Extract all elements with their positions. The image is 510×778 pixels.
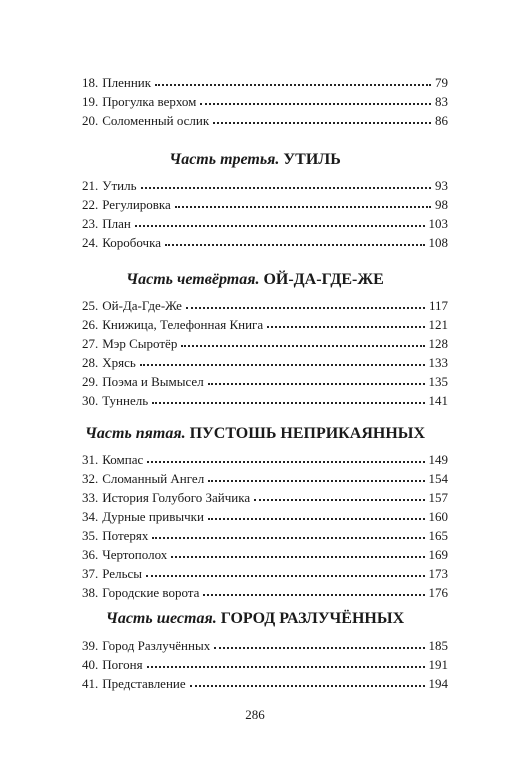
entry-page: 141: [428, 393, 448, 408]
toc-entry: [82, 315, 448, 334]
dot-leader: [208, 480, 424, 482]
toc-entry: [82, 214, 448, 233]
entry-page: 103: [428, 216, 448, 231]
dot-leader: [213, 122, 431, 124]
entry-title: Утиль: [102, 178, 137, 193]
entry-page: 117: [428, 298, 448, 313]
entry-title: Мэр Сыротёр: [102, 336, 178, 351]
entry-number: 28.: [82, 355, 99, 370]
toc-entry: [82, 391, 448, 410]
toc-entry: [82, 469, 448, 488]
toc-entry: [82, 92, 448, 111]
part-heading: [0, 270, 510, 290]
toc-entry: [82, 353, 448, 372]
entry-title: Сломанный Ангел: [102, 471, 205, 486]
toc-entry: [82, 296, 448, 315]
part-label: Часть пятая.: [84, 425, 186, 442]
entry-title: Городские ворота: [102, 585, 200, 600]
entry-title: Хрясь: [102, 355, 136, 370]
entry-number: 20.: [82, 113, 99, 128]
entry-title: План: [102, 216, 131, 231]
toc-entry: [82, 176, 448, 195]
entry-number: 24.: [82, 235, 99, 250]
entry-number: 23.: [82, 216, 99, 231]
entry-page: 133: [428, 355, 448, 370]
part-title: ГОРОД РАЗЛУЧЁННЫХ: [220, 610, 405, 627]
entry-page: 86: [435, 113, 448, 128]
entry-title: Чертополох: [102, 547, 168, 562]
entry-title: Компас: [102, 452, 144, 467]
entry-title: Регулировка: [102, 197, 171, 212]
entry-number: 30.: [82, 393, 99, 408]
entry-title: Книжица, Телефонная Книга: [102, 317, 264, 332]
dot-leader: [208, 383, 425, 385]
entry-page: 98: [435, 197, 448, 212]
entry-number: 18.: [82, 75, 99, 90]
entry-page: 121: [428, 317, 448, 332]
entry-title: Дурные привычки: [102, 509, 204, 524]
toc-continuation-list: [82, 73, 448, 130]
dot-leader: [140, 364, 425, 366]
entry-title: Погоня: [102, 657, 143, 672]
entry-title: Рельсы: [102, 566, 142, 581]
dot-leader: [254, 499, 424, 501]
dot-leader: [186, 307, 425, 309]
entry-title: Туннель: [102, 393, 149, 408]
entry-page: 165: [428, 528, 448, 543]
toc-entry: [82, 674, 448, 693]
entry-page: 157: [428, 490, 448, 505]
entry-number: 36.: [82, 547, 99, 562]
part-title: ОЙ-ДА-ГДЕ-ЖЕ: [263, 271, 384, 288]
toc-entry: [82, 372, 448, 391]
entry-number: 26.: [82, 317, 99, 332]
entry-number: 21.: [82, 178, 99, 193]
dot-leader: [175, 206, 431, 208]
entry-number: 29.: [82, 374, 99, 389]
part-title: УТИЛЬ: [283, 151, 341, 168]
entry-number: 39.: [82, 638, 99, 653]
toc-entry: [82, 233, 448, 252]
part-label: Часть четвёртая.: [126, 271, 260, 288]
part-label: Часть третья.: [169, 151, 280, 168]
entry-title: Пленник: [102, 75, 152, 90]
toc-entry: [82, 507, 448, 526]
entry-page: 128: [428, 336, 448, 351]
entry-number: 34.: [82, 509, 99, 524]
entry-title: Ой-Да-Где-Же: [102, 298, 182, 313]
dot-leader: [200, 103, 431, 105]
dot-leader: [152, 402, 424, 404]
toc-entry: [82, 488, 448, 507]
entry-title: Соломенный ослик: [102, 113, 210, 128]
entry-page: 93: [435, 178, 448, 193]
part-title: ПУСТОШЬ НЕПРИКАЯННЫХ: [189, 425, 426, 442]
entry-number: 37.: [82, 566, 99, 581]
toc-entry: [82, 334, 448, 353]
entry-number: 38.: [82, 585, 99, 600]
entry-number: 31.: [82, 452, 99, 467]
entry-title: Прогулка верхом: [102, 94, 197, 109]
entry-page: 154: [428, 471, 448, 486]
entry-title: История Голубого Зайчика: [102, 490, 251, 505]
toc-entry: [82, 526, 448, 545]
dot-leader: [190, 685, 425, 687]
entry-number: 35.: [82, 528, 99, 543]
toc-entry: [82, 111, 448, 130]
dot-leader: [203, 594, 424, 596]
entry-page: 83: [435, 94, 448, 109]
entry-title: Потерях: [102, 528, 149, 543]
entry-page: 176: [428, 585, 448, 600]
dot-leader: [267, 326, 424, 328]
dot-leader: [141, 187, 431, 189]
entry-title: Город Разлучённых: [102, 638, 211, 653]
dot-leader: [147, 666, 425, 668]
entry-page: 149: [428, 452, 448, 467]
toc-entry-list: [82, 176, 448, 252]
page-number: 286: [245, 707, 265, 722]
entry-number: 40.: [82, 657, 99, 672]
entry-number: 32.: [82, 471, 99, 486]
entry-number: 27.: [82, 336, 99, 351]
dot-leader: [146, 575, 425, 577]
entry-page: 160: [428, 509, 448, 524]
dot-leader: [152, 537, 424, 539]
toc-entry-list: [82, 296, 448, 410]
toc-entry: [82, 73, 448, 92]
entry-page: 135: [428, 374, 448, 389]
dot-leader: [214, 647, 424, 649]
entry-page: 169: [428, 547, 448, 562]
entry-page: 191: [428, 657, 448, 672]
entry-number: 25.: [82, 298, 99, 313]
entry-page: 79: [435, 75, 448, 90]
part-heading: [0, 150, 510, 170]
entry-page: 194: [428, 676, 448, 691]
dot-leader: [208, 518, 425, 520]
dot-leader: [181, 345, 424, 347]
toc-entry-list: [82, 450, 448, 602]
toc-entry: [82, 450, 448, 469]
part-heading: [0, 609, 510, 629]
toc-entry: [82, 564, 448, 583]
toc-entry: [82, 545, 448, 564]
entry-title: Поэма и Вымысел: [102, 374, 204, 389]
part-label: Часть шестая.: [105, 610, 217, 627]
dot-leader: [165, 244, 425, 246]
toc-entry: [82, 655, 448, 674]
dot-leader: [171, 556, 424, 558]
entry-title: Представление: [102, 676, 186, 691]
entry-number: 22.: [82, 197, 99, 212]
entry-number: 19.: [82, 94, 99, 109]
dot-leader: [155, 84, 431, 86]
entry-page: 173: [428, 566, 448, 581]
entry-number: 41.: [82, 676, 99, 691]
entry-number: 33.: [82, 490, 99, 505]
entry-page: 108: [428, 235, 448, 250]
dot-leader: [147, 461, 424, 463]
dot-leader: [135, 225, 425, 227]
toc-entry: [82, 583, 448, 602]
toc-entry-list: [82, 636, 448, 693]
toc-entry: [82, 195, 448, 214]
entry-page: 185: [428, 638, 448, 653]
part-heading: [0, 424, 510, 444]
entry-title: Коробочка: [102, 235, 161, 250]
toc-entry: [82, 636, 448, 655]
